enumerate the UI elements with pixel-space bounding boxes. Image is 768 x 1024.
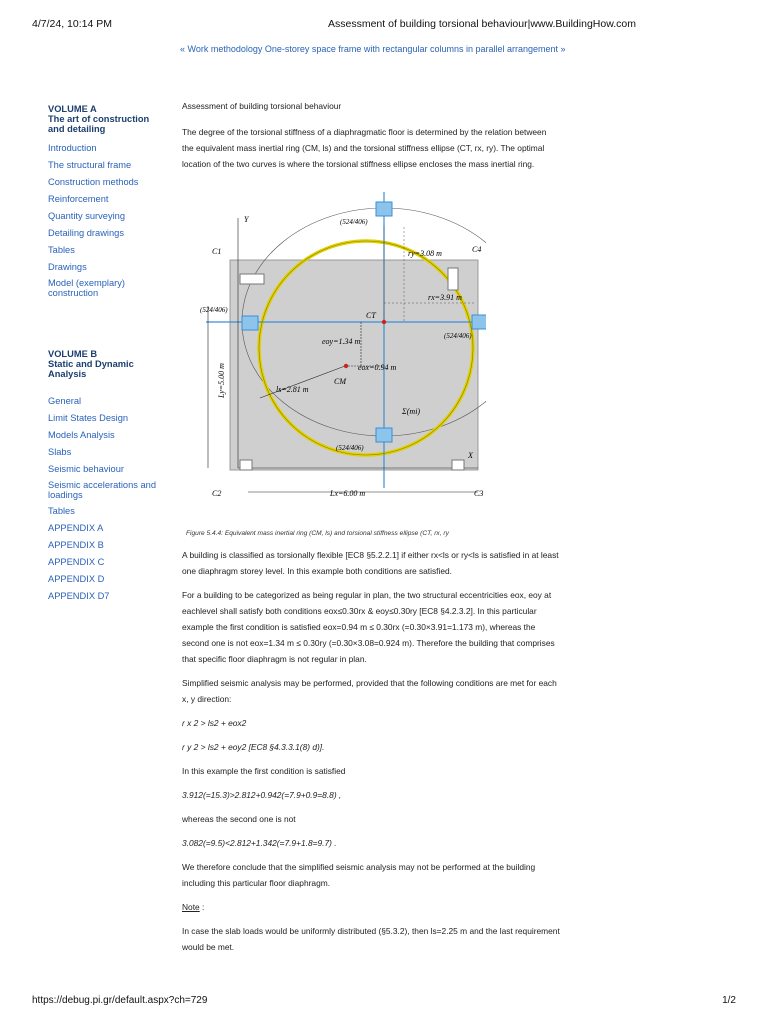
column-left: [242, 316, 258, 330]
note-line: [182, 899, 560, 915]
sidebar-item-reinforcement[interactable]: Reinforcement: [48, 194, 109, 204]
paragraph-4: Simplified seismic analysis may be performed, provided that the following conditions are met for each x, y direction:: [182, 678, 557, 704]
equation-3: 3.912(=15.3)>2.812+0.942(=7.9+0.9=8.8) ,: [182, 790, 342, 800]
print-url: https://debug.pi.gr/default.aspx?ch=729: [32, 995, 208, 1006]
sidebar-item-introduction[interactable]: Introduction: [48, 143, 97, 153]
sidebar-item-tables-a[interactable]: Tables: [48, 245, 75, 255]
label-c4: C4: [472, 245, 482, 254]
corner-column-4: [448, 268, 458, 290]
label-ls: ls=2.81 m: [276, 385, 309, 394]
sidebar-item-appendix-b[interactable]: APPENDIX B: [48, 540, 104, 550]
label-ly: Ly=5.00 m: [217, 363, 226, 398]
floor-slab: [230, 260, 478, 470]
sidebar-item-limit-states[interactable]: Limit States Design: [48, 413, 129, 423]
page-number: 1/2: [722, 995, 736, 1006]
sidebar-item-tables-b[interactable]: Tables: [48, 506, 75, 516]
sidebar-item-construction-methods[interactable]: Construction methods: [48, 177, 139, 187]
column-top: [376, 202, 392, 216]
label-lx: Lx=6.00 m: [330, 489, 366, 498]
sidebar-item-quantity-surveying[interactable]: Quantity surveying: [48, 211, 125, 221]
label-column-bottom: (524/406): [336, 444, 364, 452]
page-title: Assessment of building torsional behaviour: [182, 101, 342, 111]
sidebar-item-appendix-d[interactable]: APPENDIX D: [48, 574, 105, 584]
label-ry: ry=3.08 m: [408, 249, 442, 258]
column-bottom: [376, 428, 392, 442]
center-of-mass: [344, 364, 348, 368]
label-cm: CM: [334, 377, 346, 386]
label-c1: C1: [212, 247, 222, 256]
paragraph-7: We therefore conclude that the simplified seismic analysis may not be performed at the building including this particular floor diaphragm.: [182, 862, 536, 888]
column-right: [472, 315, 486, 329]
sidebar: [48, 104, 166, 607]
sidebar-item-appendix-a[interactable]: APPENDIX A: [48, 523, 104, 533]
label-column-top: (524/406): [340, 218, 368, 226]
label-column-left: (524/406): [200, 306, 228, 314]
label-x: X: [468, 451, 473, 460]
label-eoy: eoy=1.34 m: [322, 337, 361, 346]
paragraph-3: For a building to be categorized as being regular in plan, the two structural eccentricities eox, eoy at eachlevel shall satisfy both conditions eox≤0.30rx & eoy≤0.30ry [EC8 §4.2.3.2]. In this particular example the first condition is satisfied eox=0.94 m ≤ 0.30rx (=0.30×3.91=1.173 m), whereas the second one is not eox=1.34 m ≤ 0.30ry (=0.30×3.08=0.924 m). Therefore the building that comprises that specific floor diaphragm is not regular in plan.: [182, 590, 555, 664]
paragraph-5: In this example the first condition is satisfied: [182, 766, 346, 776]
sidebar-item-drawings[interactable]: Drawings: [48, 262, 87, 272]
article: [182, 98, 560, 963]
label-y: Y: [244, 215, 249, 224]
center-of-stiffness: [382, 320, 386, 324]
sidebar-item-detailing-drawings[interactable]: Detailing drawings: [48, 228, 124, 238]
label-sum-mi: Σ(mi): [402, 407, 421, 416]
label-rx: rx=3.91 m: [428, 293, 462, 302]
label-c3: C3: [474, 489, 484, 498]
sidebar-item-structural-frame[interactable]: The structural frame: [48, 160, 132, 170]
note-colon: :: [199, 902, 205, 912]
label-eox: eox=0.94 m: [358, 363, 397, 372]
sidebar-item-seismic-accelerations[interactable]: Seismic accelerations and loadings: [48, 480, 156, 500]
print-datetime: 4/7/24, 10:14 PM: [32, 18, 112, 30]
figure-caption: Figure 5.4.4: Equivalent mass inertial ring (CM, ls) and torsional stiffness ellipse (CT, rx, ry: [186, 530, 449, 537]
paragraph-6: whereas the second one is not: [182, 814, 296, 824]
equation-4: 3.082(=9.5)<2.812+1.342(=7.9+1.8=9.7) .: [182, 838, 337, 848]
label-c2: C2: [212, 489, 222, 498]
corner-column-1: [240, 460, 252, 470]
paragraph-8: In case the slab loads would be uniformly distributed (§5.3.2), then ls=2.25 m and the last requirement would be met.: [182, 926, 560, 952]
corner-column-2: [452, 460, 464, 470]
equation-1: r x 2 > ls2 + eox2: [182, 718, 247, 728]
prev-next-nav[interactable]: « Work methodology One-storey space frame with rectangular columns in parallel arrangement »: [180, 44, 566, 54]
note-label: Note: [182, 902, 200, 912]
sidebar-item-slabs[interactable]: Slabs: [48, 447, 72, 457]
sidebar-item-seismic-behaviour[interactable]: Seismic behaviour: [48, 464, 124, 474]
paragraph-1: The degree of the torsional stiffness of a diaphragmatic floor is determined by the relation between the equivalent mass inertial ring (CM, ls) and the torsional stiffness ellipse (CT, rx, ry). The optimal location of the two curves is where the torsional stiffness ellipse encloses the mass inertial ring.: [182, 127, 547, 169]
volume-a-heading: VOLUME A The art of construction and detailing: [48, 104, 150, 134]
paragraph-2: A building is classified as torsionally flexible [EC8 §5.2.2.1] if either rx<ls or ry<ls is satisfied in at least one diaphragm storey level. In this example both conditions are satisfied.: [182, 550, 559, 576]
sidebar-item-model-construction[interactable]: Model (exemplary) construction: [48, 278, 125, 298]
sidebar-item-models-analysis[interactable]: Models Analysis: [48, 430, 115, 440]
sidebar-item-appendix-c[interactable]: APPENDIX C: [48, 557, 105, 567]
equation-2: r y 2 > ls2 + eoy2 [EC8 §4.3.3.1(8) d)].: [182, 742, 325, 752]
corner-column-3: [240, 274, 264, 284]
label-column-right: (524/406): [444, 332, 472, 340]
print-title: Assessment of building torsional behaviour|www.BuildingHow.com: [328, 18, 636, 30]
sidebar-item-general[interactable]: General: [48, 396, 82, 406]
torsion-figure: [186, 188, 486, 524]
volume-b-heading: VOLUME B Static and Dynamic Analysis: [48, 349, 134, 379]
sidebar-item-appendix-d7[interactable]: APPENDIX D7: [48, 591, 110, 601]
label-ct: CT: [366, 311, 376, 320]
